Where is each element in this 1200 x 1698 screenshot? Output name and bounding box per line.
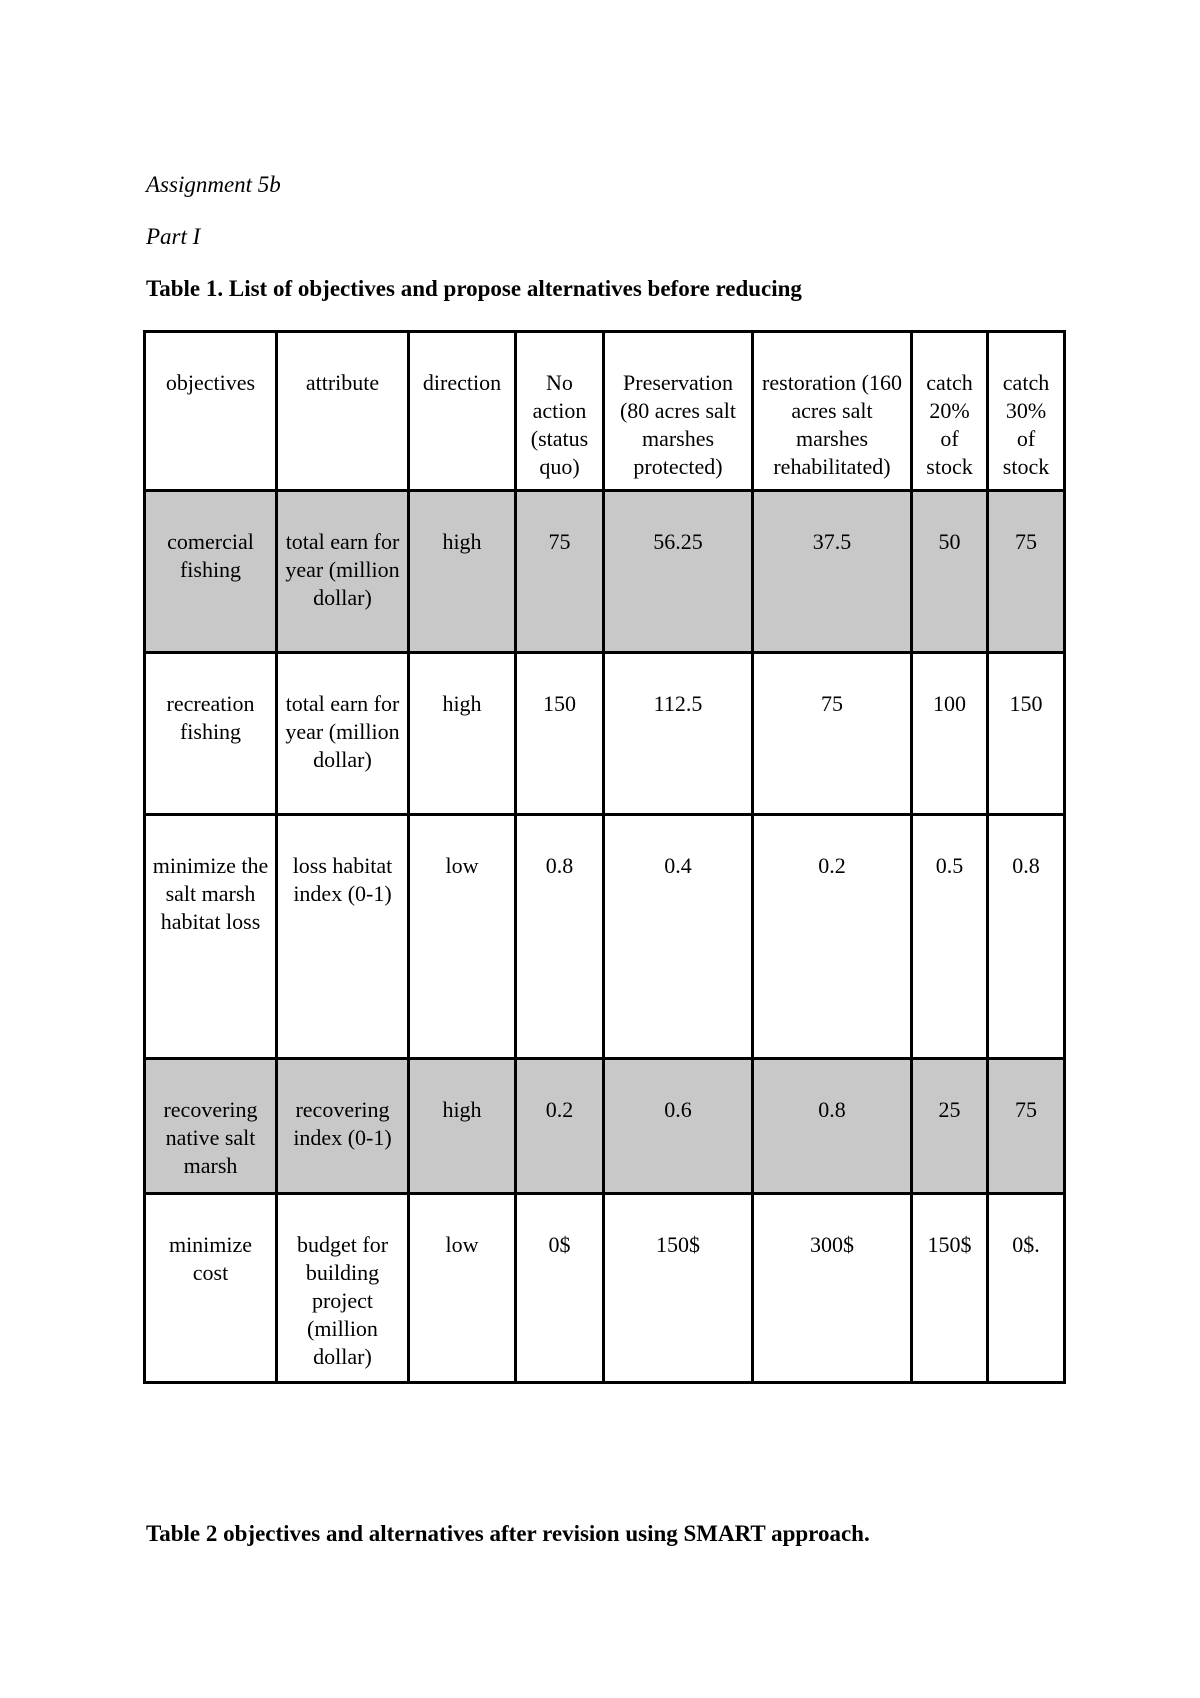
table-cell: 50 (912, 491, 988, 653)
table-cell: comercial fishing (145, 491, 277, 653)
table-cell: 0.8 (753, 1059, 912, 1194)
table-cell: 100 (912, 653, 988, 815)
table-cell: total earn for year (million dollar) (277, 491, 409, 653)
table-cell: 25 (912, 1059, 988, 1194)
table-cell: recreation fishing (145, 653, 277, 815)
table-cell: 150$ (912, 1194, 988, 1383)
table-cell: 0.4 (604, 815, 753, 1059)
table-cell: recovering index (0-1) (277, 1059, 409, 1194)
table-row (145, 1194, 1065, 1383)
table-cell: 75 (753, 653, 912, 815)
table-cell: 56.25 (604, 491, 753, 653)
table-cell: 75 (516, 491, 604, 653)
table-row (145, 1059, 1065, 1194)
table-cell: budget for building project (million dollar) (277, 1194, 409, 1383)
table-cell: 112.5 (604, 653, 753, 815)
header-catch-30: catch 30% of stock (988, 332, 1065, 491)
table-row (145, 815, 1065, 1059)
table2-caption: Table 2 objectives and alternatives after revision using SMART approach. (146, 1521, 870, 1546)
table-header-row (145, 332, 1065, 491)
header-objectives: objectives (145, 332, 277, 491)
table-cell: low (409, 815, 516, 1059)
table-cell: 0.2 (516, 1059, 604, 1194)
table-row (145, 653, 1065, 815)
table-cell: recovering native salt marsh (145, 1059, 277, 1194)
table-cell: 75 (988, 1059, 1065, 1194)
table-cell: total earn for year (million dollar) (277, 653, 409, 815)
table-cell: 0.5 (912, 815, 988, 1059)
table-cell: 0.8 (516, 815, 604, 1059)
assignment-title: Assignment 5b (146, 172, 281, 197)
table1-caption: Table 1. List of objectives and propose alternatives before reducing (146, 276, 802, 301)
table-cell: high (409, 1059, 516, 1194)
table-cell: 150$ (604, 1194, 753, 1383)
table-cell: 300$ (753, 1194, 912, 1383)
header-restoration: restoration (160 acres salt marshes rehabilitated) (753, 332, 912, 491)
table-cell: 0.2 (753, 815, 912, 1059)
table-cell: 150 (988, 653, 1065, 815)
table-cell: 0$. (988, 1194, 1065, 1383)
table-cell: minimize cost (145, 1194, 277, 1383)
table-cell: loss habitat index (0-1) (277, 815, 409, 1059)
header-no-action: No action (status quo) (516, 332, 604, 491)
table-cell: minimize the salt marsh habitat loss (145, 815, 277, 1059)
table-cell: high (409, 491, 516, 653)
table-cell: 75 (988, 491, 1065, 653)
header-catch-20: catch 20% of stock (912, 332, 988, 491)
table-cell: 37.5 (753, 491, 912, 653)
part-label: Part I (146, 224, 201, 249)
table-row (145, 491, 1065, 653)
objectives-table (143, 330, 1066, 1384)
table-cell: high (409, 653, 516, 815)
table-cell: 0.8 (988, 815, 1065, 1059)
table-cell: low (409, 1194, 516, 1383)
table-cell: 150 (516, 653, 604, 815)
table-cell: 0$ (516, 1194, 604, 1383)
table-cell: 0.6 (604, 1059, 753, 1194)
header-direction: direction (409, 332, 516, 491)
header-attribute: attribute (277, 332, 409, 491)
header-preservation: Preservation (80 acres salt marshes protected) (604, 332, 753, 491)
